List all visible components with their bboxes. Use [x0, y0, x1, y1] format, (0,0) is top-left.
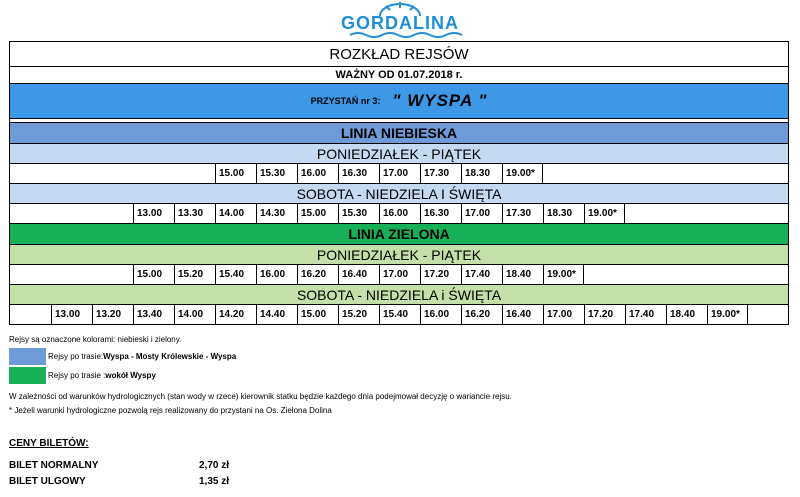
gordalina-logo	[0, 0, 800, 40]
blue-weekend-times	[9, 204, 789, 224]
logo-text: GORDALINA	[341, 13, 459, 33]
departure-time: 18.30	[461, 164, 502, 183]
departure-time: 14.00	[215, 204, 256, 223]
legend-green-prefix: Rejsy po trasie :	[48, 371, 106, 380]
departure-time: 15.00	[297, 204, 338, 223]
departure-time: 16.00	[420, 305, 461, 324]
price-reduced-label: BILET ULGOWY	[9, 475, 86, 487]
timetable-title: ROZKŁAD REJSÓW	[9, 41, 789, 67]
price-normal-value: 2,70 zł	[199, 459, 230, 471]
legend-blue	[9, 347, 789, 366]
legend-intro: Rejsy są oznaczone kolorami: niebieski i zielony.	[9, 335, 182, 344]
valid-from: WAŻNY OD 01.07.2018 r.	[9, 67, 789, 84]
logo-waves-icon	[350, 33, 462, 37]
departure-time: 18.30	[543, 204, 584, 223]
departure-time: 17.30	[502, 204, 543, 223]
departure-time: 17.00	[461, 204, 502, 223]
legend-green-swatch	[9, 367, 46, 384]
departure-time: 15.30	[256, 164, 297, 183]
departure-time: 17.40	[461, 265, 502, 284]
departure-time: 17.00	[543, 305, 584, 324]
departure-time: 17.00	[379, 164, 420, 183]
price-row-reduced	[9, 473, 229, 489]
departure-time: 15.20	[174, 265, 215, 284]
departure-time: 17.00	[379, 265, 420, 284]
departure-time: 16.00	[256, 265, 297, 284]
departure-time: 16.20	[461, 305, 502, 324]
stop-label: PRZYSTAŃ nr 3:	[310, 96, 381, 106]
stop-name: " WYSPA "	[392, 91, 488, 110]
blue-weekday-times	[9, 164, 789, 184]
departure-time: 15.00	[133, 265, 174, 284]
green-weekend-label: SOBOTA - NIEDZIELA i ŚWIĘTA	[9, 285, 789, 305]
green-weekday-times	[9, 265, 789, 285]
departure-time: 16.30	[420, 204, 461, 223]
departure-time: 18.40	[666, 305, 707, 324]
legend-blue-route: Wyspa - Mosty Królewskie - Wyspa	[103, 352, 237, 361]
departure-time: 13.20	[92, 305, 133, 324]
departure-time: 14.20	[215, 305, 256, 324]
departure-time: 18.40	[502, 265, 543, 284]
departure-time: 15.40	[215, 265, 256, 284]
departure-time: 16.00	[297, 164, 338, 183]
departure-time: 14.30	[256, 204, 297, 223]
departure-time: 15.00	[215, 164, 256, 183]
departure-time: 13.00	[133, 204, 174, 223]
legend-green	[9, 366, 789, 385]
legend	[9, 335, 789, 415]
departure-time: 17.40	[625, 305, 666, 324]
departure-time: 17.30	[420, 164, 461, 183]
legend-blue-swatch	[9, 348, 46, 365]
departure-time: 19.00*	[502, 164, 543, 183]
hydro-note: W zależności od warunków hydrologicznych (stan wody w rzece) kierownik statku będzie każdego dnia podejmował decyzję o wariancie rejsu.	[9, 392, 512, 401]
blue-weekday-label: PONIEDZIAŁEK - PIĄTEK	[9, 144, 789, 164]
departure-time: 13.00	[51, 305, 92, 324]
departure-time: 17.20	[420, 265, 461, 284]
blue-line-header: LINIA NIEBIESKA	[9, 123, 789, 144]
legend-green-route: wokół Wyspy	[105, 371, 156, 380]
departure-time: 16.00	[379, 204, 420, 223]
departure-time: 16.40	[502, 305, 543, 324]
ticket-prices	[9, 438, 229, 489]
departure-time: 16.20	[297, 265, 338, 284]
departure-time: 19.00*	[584, 204, 625, 223]
green-line-header: LINIA ZIELONA	[9, 224, 789, 245]
departure-time: 14.40	[256, 305, 297, 324]
green-weekday-label: PONIEDZIAŁEK - PIĄTEK	[9, 245, 789, 265]
green-weekend-times	[9, 305, 789, 325]
departure-time: 14.00	[174, 305, 215, 324]
timetable	[9, 41, 789, 325]
stop-header	[9, 84, 789, 119]
departure-time: 15.00	[297, 305, 338, 324]
departure-time: 19.00*	[707, 305, 748, 324]
asterisk-note: * Jeżeli warunki hydrologiczne pozwolą rejs realizowany do przystani na Os. Zielona Dolina	[9, 406, 332, 415]
departure-time: 15.40	[379, 305, 420, 324]
departure-time: 17.20	[584, 305, 625, 324]
price-normal-label: BILET NORMALNY	[9, 459, 99, 471]
departure-time: 15.30	[338, 204, 379, 223]
blue-weekend-label: SOBOTA - NIEDZIELA I ŚWIĘTA	[9, 184, 789, 204]
price-reduced-value: 1,35 zł	[199, 475, 230, 487]
prices-header: CENY BILETÓW:	[9, 438, 89, 449]
departure-time: 13.40	[133, 305, 174, 324]
departure-time: 16.30	[338, 164, 379, 183]
departure-time: 15.20	[338, 305, 379, 324]
price-row-normal	[9, 457, 229, 473]
legend-blue-prefix: Rejsy po trasie:	[48, 352, 104, 361]
departure-time: 13.30	[174, 204, 215, 223]
departure-time: 19.00*	[543, 265, 584, 284]
departure-time: 16.40	[338, 265, 379, 284]
